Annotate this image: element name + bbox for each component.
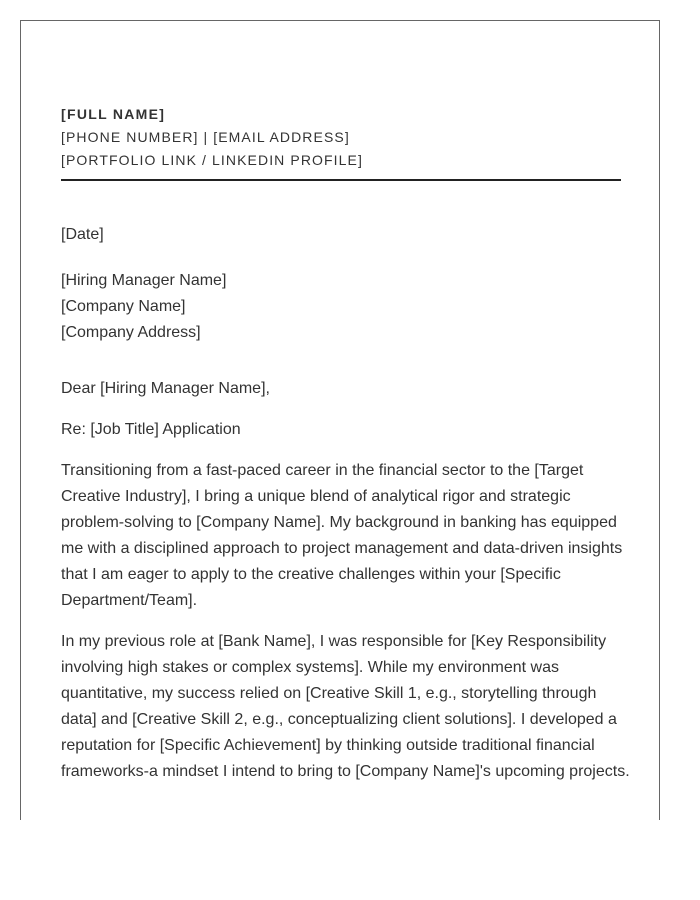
recipient-manager: [Hiring Manager Name] (61, 272, 227, 289)
portfolio-line: [PORTFOLIO LINK / LINKEDIN PROFILE] (61, 152, 363, 168)
letter-header (61, 103, 621, 172)
recipient-company: [Company Name] (61, 298, 186, 315)
full-name: [FULL NAME] (61, 106, 166, 122)
body-paragraph-2: In my previous role at [Bank Name], I was responsible for [Key Responsibility involving high stakes or complex systems]. While my environment was quantitative, my success relied on [Creative Skill 1, e.g., storytelling through data] and [Creative Skill 2, e.g., conceptualizing client solutions]. I developed a reputation for [Specific Achievement] by thinking outside traditional financial frameworks-a mindset I intend to bring to [Company Name]'s upcoming projects. (61, 633, 630, 780)
letter-body (61, 222, 631, 800)
subject-line: Re: [Job Title] Application (61, 421, 241, 438)
contact-line: [PHONE NUMBER] | [EMAIL ADDRESS] (61, 129, 350, 145)
body-paragraph-1: Transitioning from a fast-paced career in the financial sector to the [Target Creative Industry], I bring a unique blend of analytical rigor and strategic problem-solving to [Company Name]. My background in banking has equipped me with a disciplined approach to project management and data-driven insights that I am eager to apply to the creative challenges within your [Specific Department/Team]. (61, 462, 623, 609)
letter-date: [Date] (61, 226, 104, 243)
letter-page (20, 20, 660, 820)
salutation: Dear [Hiring Manager Name], (61, 380, 270, 397)
recipient-address: [Company Address] (61, 324, 201, 341)
recipient-block (61, 268, 631, 346)
header-divider (61, 179, 621, 181)
